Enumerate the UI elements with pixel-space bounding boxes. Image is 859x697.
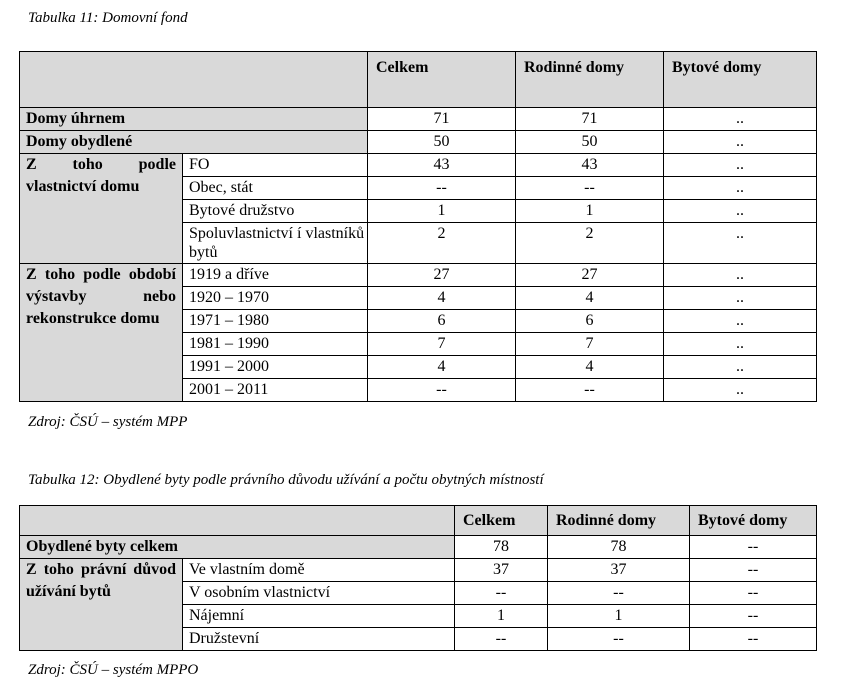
row-label: Spoluvlastnictví í vlastníků bytů	[183, 223, 368, 264]
table11-header-total: Celkem	[368, 52, 516, 108]
cell-family: 78	[548, 536, 690, 559]
table12-source: Zdroj: ČSÚ – systém MPPO	[28, 662, 199, 678]
table-row	[20, 131, 817, 154]
cell-apartment: --	[690, 582, 817, 605]
row-label: 1971 – 1980	[183, 310, 368, 333]
table11-header-apartment: Bytové domy	[664, 52, 817, 108]
cell-total: 7	[368, 333, 516, 356]
cell-total: --	[455, 628, 548, 651]
cell-total: 4	[368, 356, 516, 379]
table-row	[20, 154, 817, 177]
row-label: Ve vlastním domě	[183, 559, 455, 582]
table11-caption: Tabulka 11: Domovní fond	[28, 10, 188, 26]
table12-header-family: Rodinné domy	[548, 506, 690, 536]
cell-total: 2	[368, 223, 516, 264]
row-label: V osobním vlastnictví	[183, 582, 455, 605]
cell-apartment: --	[690, 628, 817, 651]
cell-apartment: ..	[664, 223, 817, 264]
group-label-construction: Z toho podle období výstavby nebo rekonstrukce domu	[20, 264, 183, 402]
cell-apartment: ..	[664, 356, 817, 379]
cell-family: 50	[516, 131, 664, 154]
cell-total: 37	[455, 559, 548, 582]
row-label: 1991 – 2000	[183, 356, 368, 379]
row-label: Domy obydlené	[20, 131, 368, 154]
cell-apartment: ..	[664, 333, 817, 356]
cell-apartment: ..	[664, 200, 817, 223]
row-label: Bytové družstvo	[183, 200, 368, 223]
table11	[19, 51, 817, 402]
row-label: Nájemní	[183, 605, 455, 628]
cell-total: --	[455, 582, 548, 605]
row-label: 1920 – 1970	[183, 287, 368, 310]
table-row	[20, 559, 817, 582]
cell-total: 27	[368, 264, 516, 287]
table12	[19, 505, 817, 651]
table11-source: Zdroj: ČSÚ – systém MPP	[28, 414, 188, 430]
table12-header-corner	[20, 506, 455, 536]
cell-family: 71	[516, 108, 664, 131]
cell-family: 1	[516, 200, 664, 223]
cell-apartment: ..	[664, 154, 817, 177]
cell-family: 4	[516, 356, 664, 379]
cell-family: 4	[516, 287, 664, 310]
cell-total: 6	[368, 310, 516, 333]
cell-family: 6	[516, 310, 664, 333]
cell-family: 37	[548, 559, 690, 582]
table-row	[20, 536, 817, 559]
cell-apartment: ..	[664, 287, 817, 310]
cell-apartment: ..	[664, 131, 817, 154]
row-label: 2001 – 2011	[183, 379, 368, 402]
table11-header-corner	[20, 52, 368, 108]
cell-total: --	[368, 177, 516, 200]
row-label: Obec, stát	[183, 177, 368, 200]
cell-apartment: ..	[664, 379, 817, 402]
group-label-ownership: Z toho podle vlastnictví domu	[20, 154, 183, 264]
row-label: 1919 a dříve	[183, 264, 368, 287]
cell-total: 1	[368, 200, 516, 223]
table-row	[20, 108, 817, 131]
row-label: Obydlené byty celkem	[20, 536, 455, 559]
row-label: Domy úhrnem	[20, 108, 368, 131]
cell-total: --	[368, 379, 516, 402]
cell-family: 1	[548, 605, 690, 628]
cell-total: 50	[368, 131, 516, 154]
cell-family: --	[548, 628, 690, 651]
table12-header-apartment: Bytové domy	[690, 506, 817, 536]
row-label: Družstevní	[183, 628, 455, 651]
table11-header-family: Rodinné domy	[516, 52, 664, 108]
cell-total: 71	[368, 108, 516, 131]
cell-family: 27	[516, 264, 664, 287]
cell-family: 43	[516, 154, 664, 177]
cell-apartment: --	[690, 536, 817, 559]
cell-apartment: --	[690, 605, 817, 628]
table12-caption: Tabulka 12: Obydlené byty podle právního důvodu užívání a počtu obytných místností	[28, 472, 544, 488]
cell-apartment: --	[690, 559, 817, 582]
cell-apartment: ..	[664, 310, 817, 333]
group-label-legal-reason: Z toho právní důvod užívání bytů	[20, 559, 183, 651]
cell-family: --	[516, 379, 664, 402]
cell-total: 4	[368, 287, 516, 310]
cell-total: 78	[455, 536, 548, 559]
cell-family: 7	[516, 333, 664, 356]
cell-family: --	[516, 177, 664, 200]
cell-family: --	[548, 582, 690, 605]
table12-header-total: Celkem	[455, 506, 548, 536]
cell-apartment: ..	[664, 108, 817, 131]
row-label: 1981 – 1990	[183, 333, 368, 356]
row-label: FO	[183, 154, 368, 177]
cell-apartment: ..	[664, 264, 817, 287]
cell-total: 43	[368, 154, 516, 177]
cell-apartment: ..	[664, 177, 817, 200]
cell-family: 2	[516, 223, 664, 264]
cell-total: 1	[455, 605, 548, 628]
table-row	[20, 264, 817, 287]
